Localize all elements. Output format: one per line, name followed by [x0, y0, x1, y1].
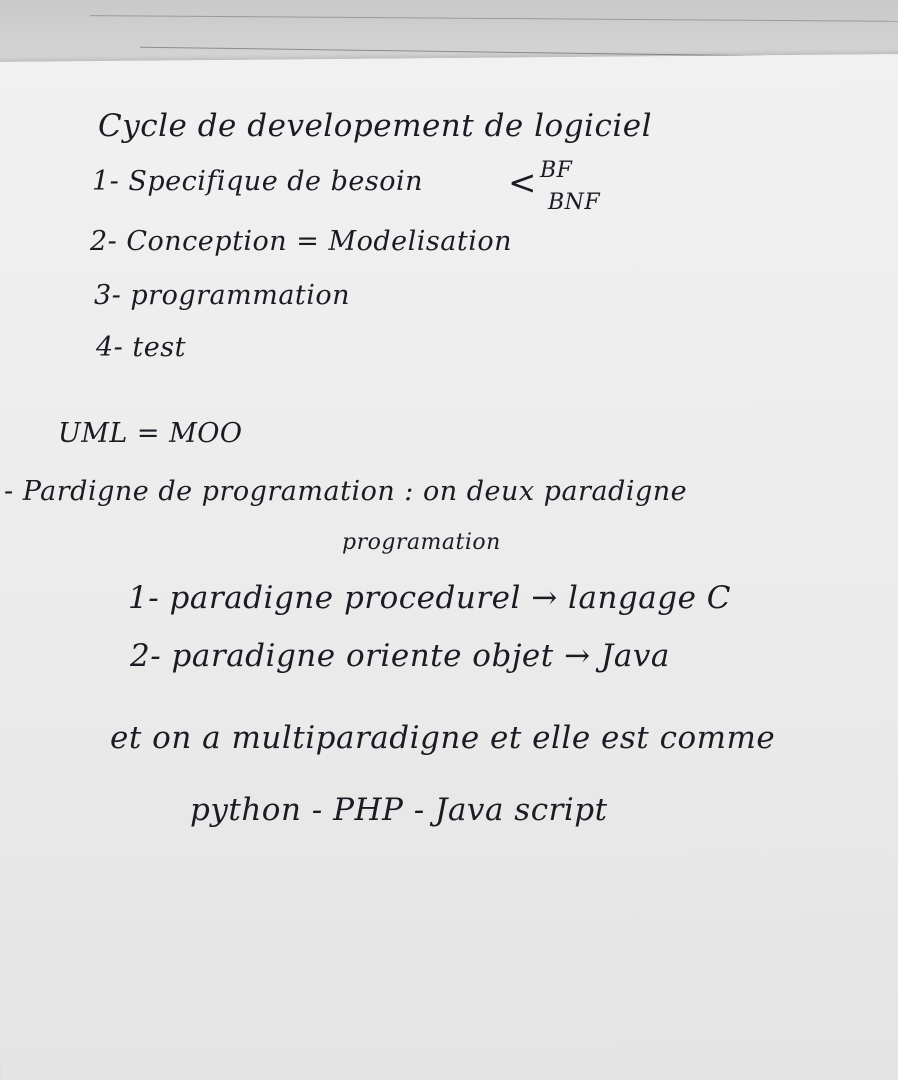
list-item-programmation: 3- programmation	[94, 280, 351, 311]
uml-line: UML = MOO	[58, 418, 243, 449]
paradigm-heading-continued: programation	[342, 530, 501, 555]
paradigm-heading: - Pardigne de programation : on deux paradigne	[4, 476, 688, 507]
multiparadigm-languages: python - PHP - Java script	[190, 792, 608, 828]
label-bnf: BNF	[548, 190, 601, 215]
paradigm-object-oriented: 2- paradigne oriente objet → Java	[130, 638, 670, 674]
list-item-test: 4- test	[96, 332, 186, 363]
note-title: Cycle de developement de logiciel	[98, 108, 653, 144]
multiparadigm-line: et on a multiparadigne et elle est comme	[110, 720, 776, 756]
brace-symbol: <	[508, 163, 537, 203]
notebook-page	[0, 54, 898, 1080]
paper-edge-line	[90, 15, 898, 22]
label-bf: BF	[540, 158, 573, 183]
list-item-specification: 1- Specifique de besoin	[92, 166, 424, 197]
paradigm-procedural: 1- paradigne procedurel → langage C	[128, 580, 732, 616]
list-item-conception: 2- Conception = Modelisation	[90, 226, 513, 257]
